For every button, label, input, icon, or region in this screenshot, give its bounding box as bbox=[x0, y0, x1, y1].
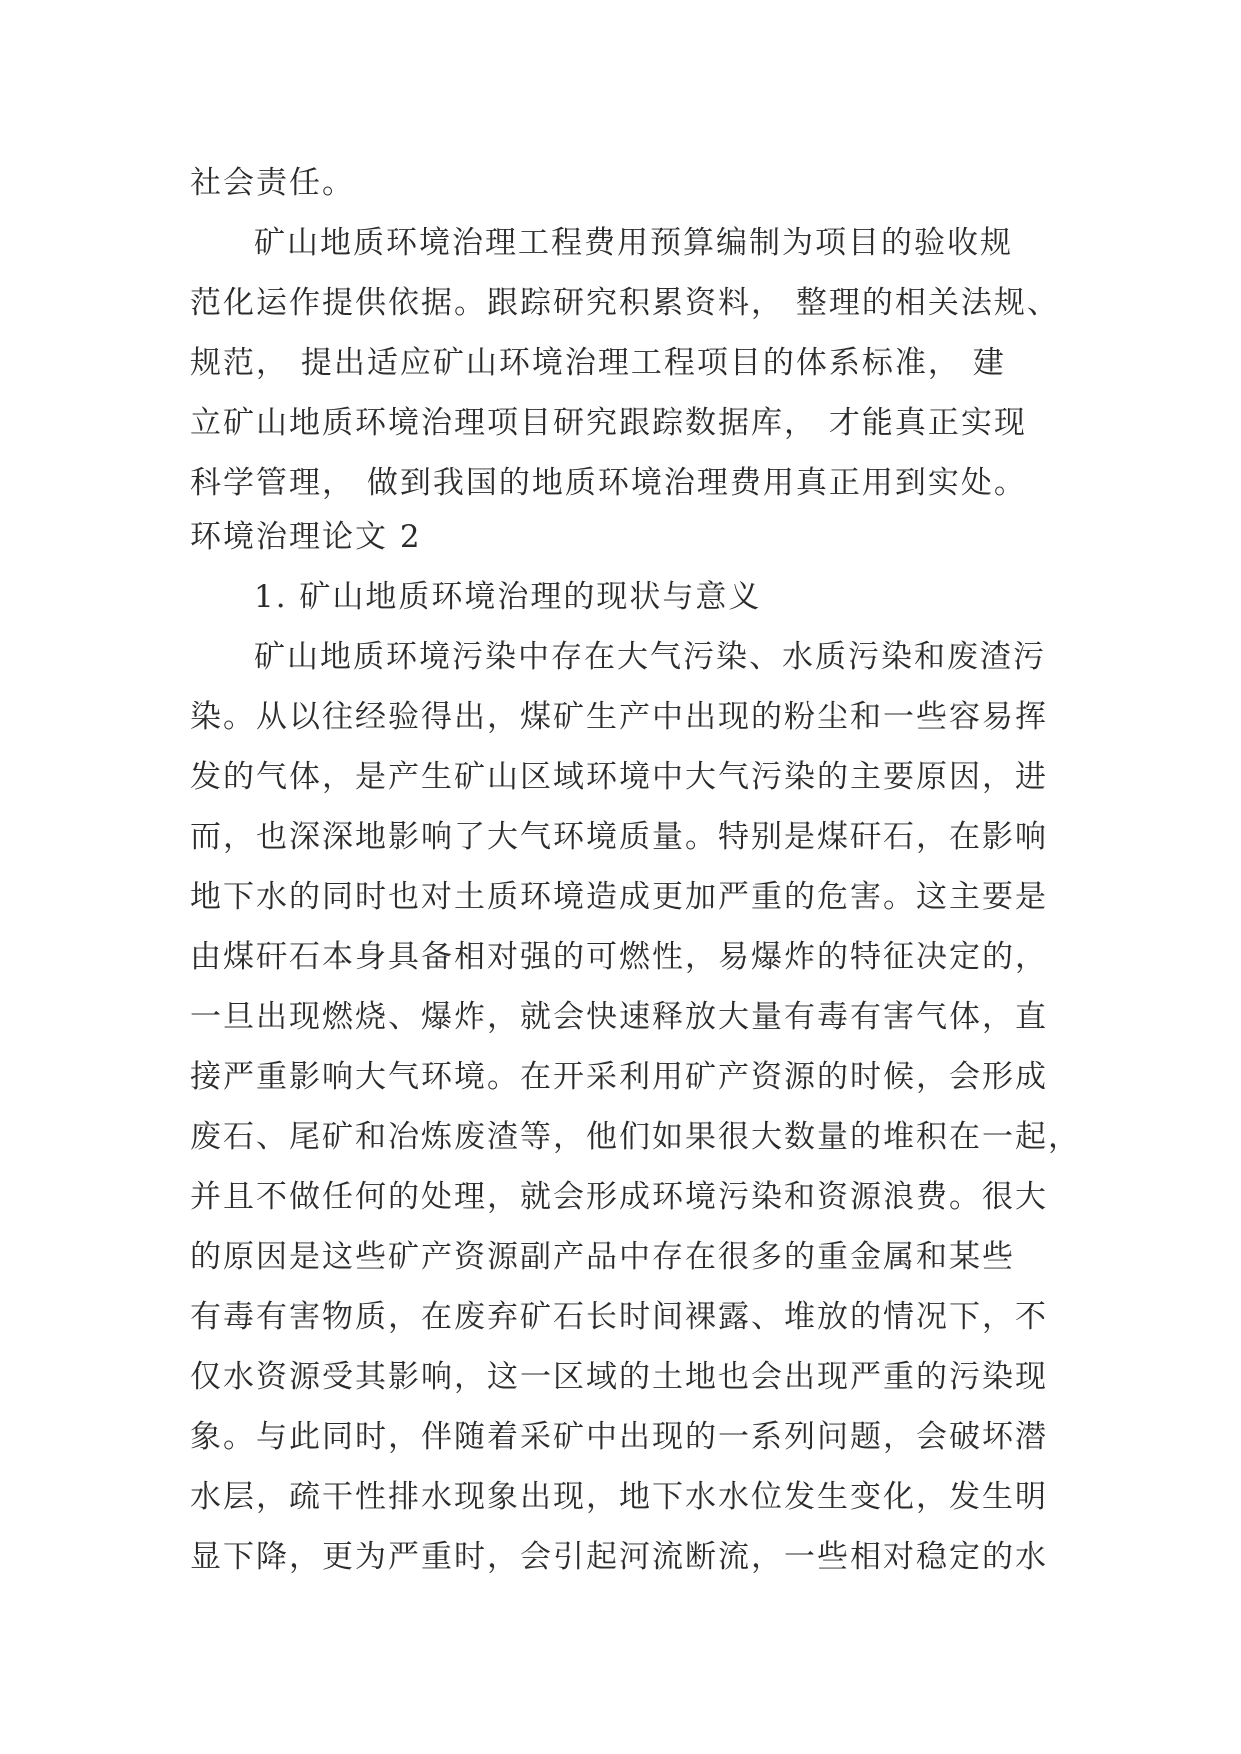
paragraph-line: 矿山地质环境治理工程费用预算编制为项目的验收规 bbox=[254, 225, 1013, 261]
paragraph-line: 水层，疏干性排水现象出现，地下水水位发生变化，发生明 bbox=[190, 1479, 1048, 1515]
paragraph-line: 范化运作提供依据。跟踪研究积累资料， 整理的相关法规、 bbox=[190, 285, 1060, 321]
paragraph-line: 规范， 提出适应矿山环境治理工程项目的体系标准， 建 bbox=[190, 345, 1006, 381]
paragraph-line: 有毒有害物质，在废弃矿石长时间裸露、堆放的情况下，不 bbox=[190, 1299, 1048, 1335]
section-title: 环境治理论文 2 bbox=[190, 519, 422, 555]
paragraph-line: 发的气体，是产生矿山区域环境中大气污染的主要原因，进 bbox=[190, 759, 1048, 795]
paragraph-line: 废石、尾矿和冶炼废渣等，他们如果很大数量的堆积在一起， bbox=[190, 1119, 1081, 1155]
paragraph-line: 象。与此同时，伴随着采矿中出现的一系列问题，会破坏潜 bbox=[190, 1419, 1048, 1455]
paragraph-line: 显下降，更为严重时，会引起河流断流，一些相对稳定的水 bbox=[190, 1539, 1048, 1575]
paragraph-line: 立矿山地质环境治理项目研究跟踪数据库， 才能真正实现 bbox=[190, 405, 1027, 441]
paragraph-line: 科学管理， 做到我国的地质环境治理费用真正用到实处。 bbox=[190, 465, 1027, 501]
paragraph-line: 的原因是这些矿产资源副产品中存在很多的重金属和某些 bbox=[190, 1239, 1015, 1275]
paragraph-line: 地下水的同时也对土质环境造成更加严重的危害。这主要是 bbox=[190, 879, 1048, 915]
paragraph-line: 矿山地质环境污染中存在大气污染、水质污染和废渣污 bbox=[254, 639, 1046, 675]
paragraph-line: 染。从以往经验得出，煤矿生产中出现的粉尘和一些容易挥 bbox=[190, 699, 1048, 735]
paragraph-line: 而，也深深地影响了大气环境质量。特别是煤矸石，在影响 bbox=[190, 819, 1048, 855]
paragraph-line: 仅水资源受其影响，这一区域的土地也会出现严重的污染现 bbox=[190, 1359, 1048, 1395]
paragraph-line: 并且不做任何的处理，就会形成环境污染和资源浪费。很大 bbox=[190, 1179, 1048, 1215]
paragraph-end-line: 社会责任。 bbox=[190, 165, 355, 201]
paragraph-line: 由煤矸石本身具备相对强的可燃性，易爆炸的特征决定的， bbox=[190, 939, 1048, 975]
paragraph-line: 一旦出现燃烧、爆炸，就会快速释放大量有毒有害气体，直 bbox=[190, 999, 1048, 1035]
subsection-heading: 1. 矿山地质环境治理的现状与意义 bbox=[254, 579, 762, 615]
paragraph-line: 接严重影响大气环境。在开采利用矿产资源的时候，会形成 bbox=[190, 1059, 1048, 1095]
